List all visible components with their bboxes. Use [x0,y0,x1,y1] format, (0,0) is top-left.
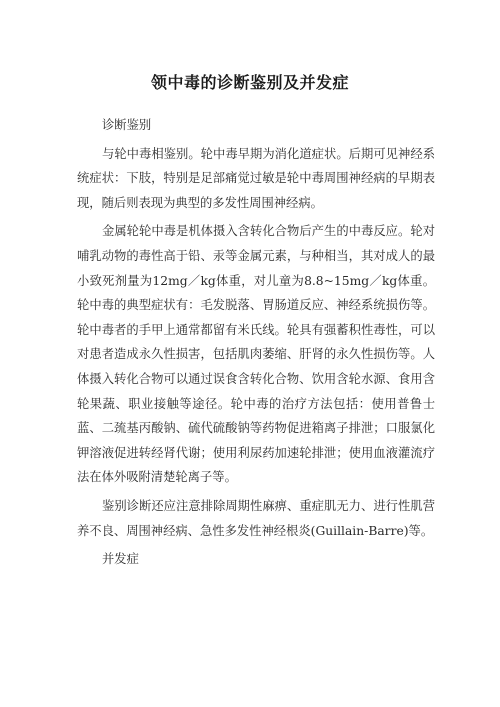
section-heading-diagnosis: 诊断鉴别 [102,118,152,132]
document-title: 领中毒的诊断鉴别及并发症 [150,73,349,92]
paragraph: 金属轮轮中毒是机体摄入含转化合物后产生的中毒反应。轮对哺乳动物的毒性高于铅、汞等金属元素，与种相当，其对成人的最小致死剂量为12mg／kg体重，对儿童为8.8~15mg／kg体重。轮中毒的典型症状有：毛发脱落、胃肠道反应、神经系统损伤等。轮中毒者的手甲上通常都留有米氏线。轮具有强蓄积性毒性，可以对患者造成永久性损害，包括肌肉萎缩、肝肾的永久性损伤等。人体摄入转化合物可以通过误食含转化合物、饮用含轮水源、食用含轮果蔬、职业接触等途径。轮中毒的治疗方法包括：使用普鲁士蓝、二巯基丙酸钠、硫代硫酸钠等药物促进箱离子排泄；口服氯化钾溶液促进转经肾代谢；使用利尿药加速轮排泄；使用血液灌流疗法在体外吸附清楚轮离子等。 [77,224,435,485]
paragraph: 与轮中毒相鉴别。轮中毒早期为消化道症状。后期可见神经系统症状：下肢，特别是足部痛觉过敏是轮中毒周围神经病的早期表现，随后则表现为典型的多发性周围神经病。 [77,146,435,210]
paragraph: 鉴别诊断还应注意排除周期性麻痹、重症肌无力、进行性肌营养不良、周围神经病、急性多发性神经根炎(Guillain-Barre)等。 [77,498,435,538]
section-heading-complications: 并发症 [102,552,139,567]
document-body [77,113,435,576]
